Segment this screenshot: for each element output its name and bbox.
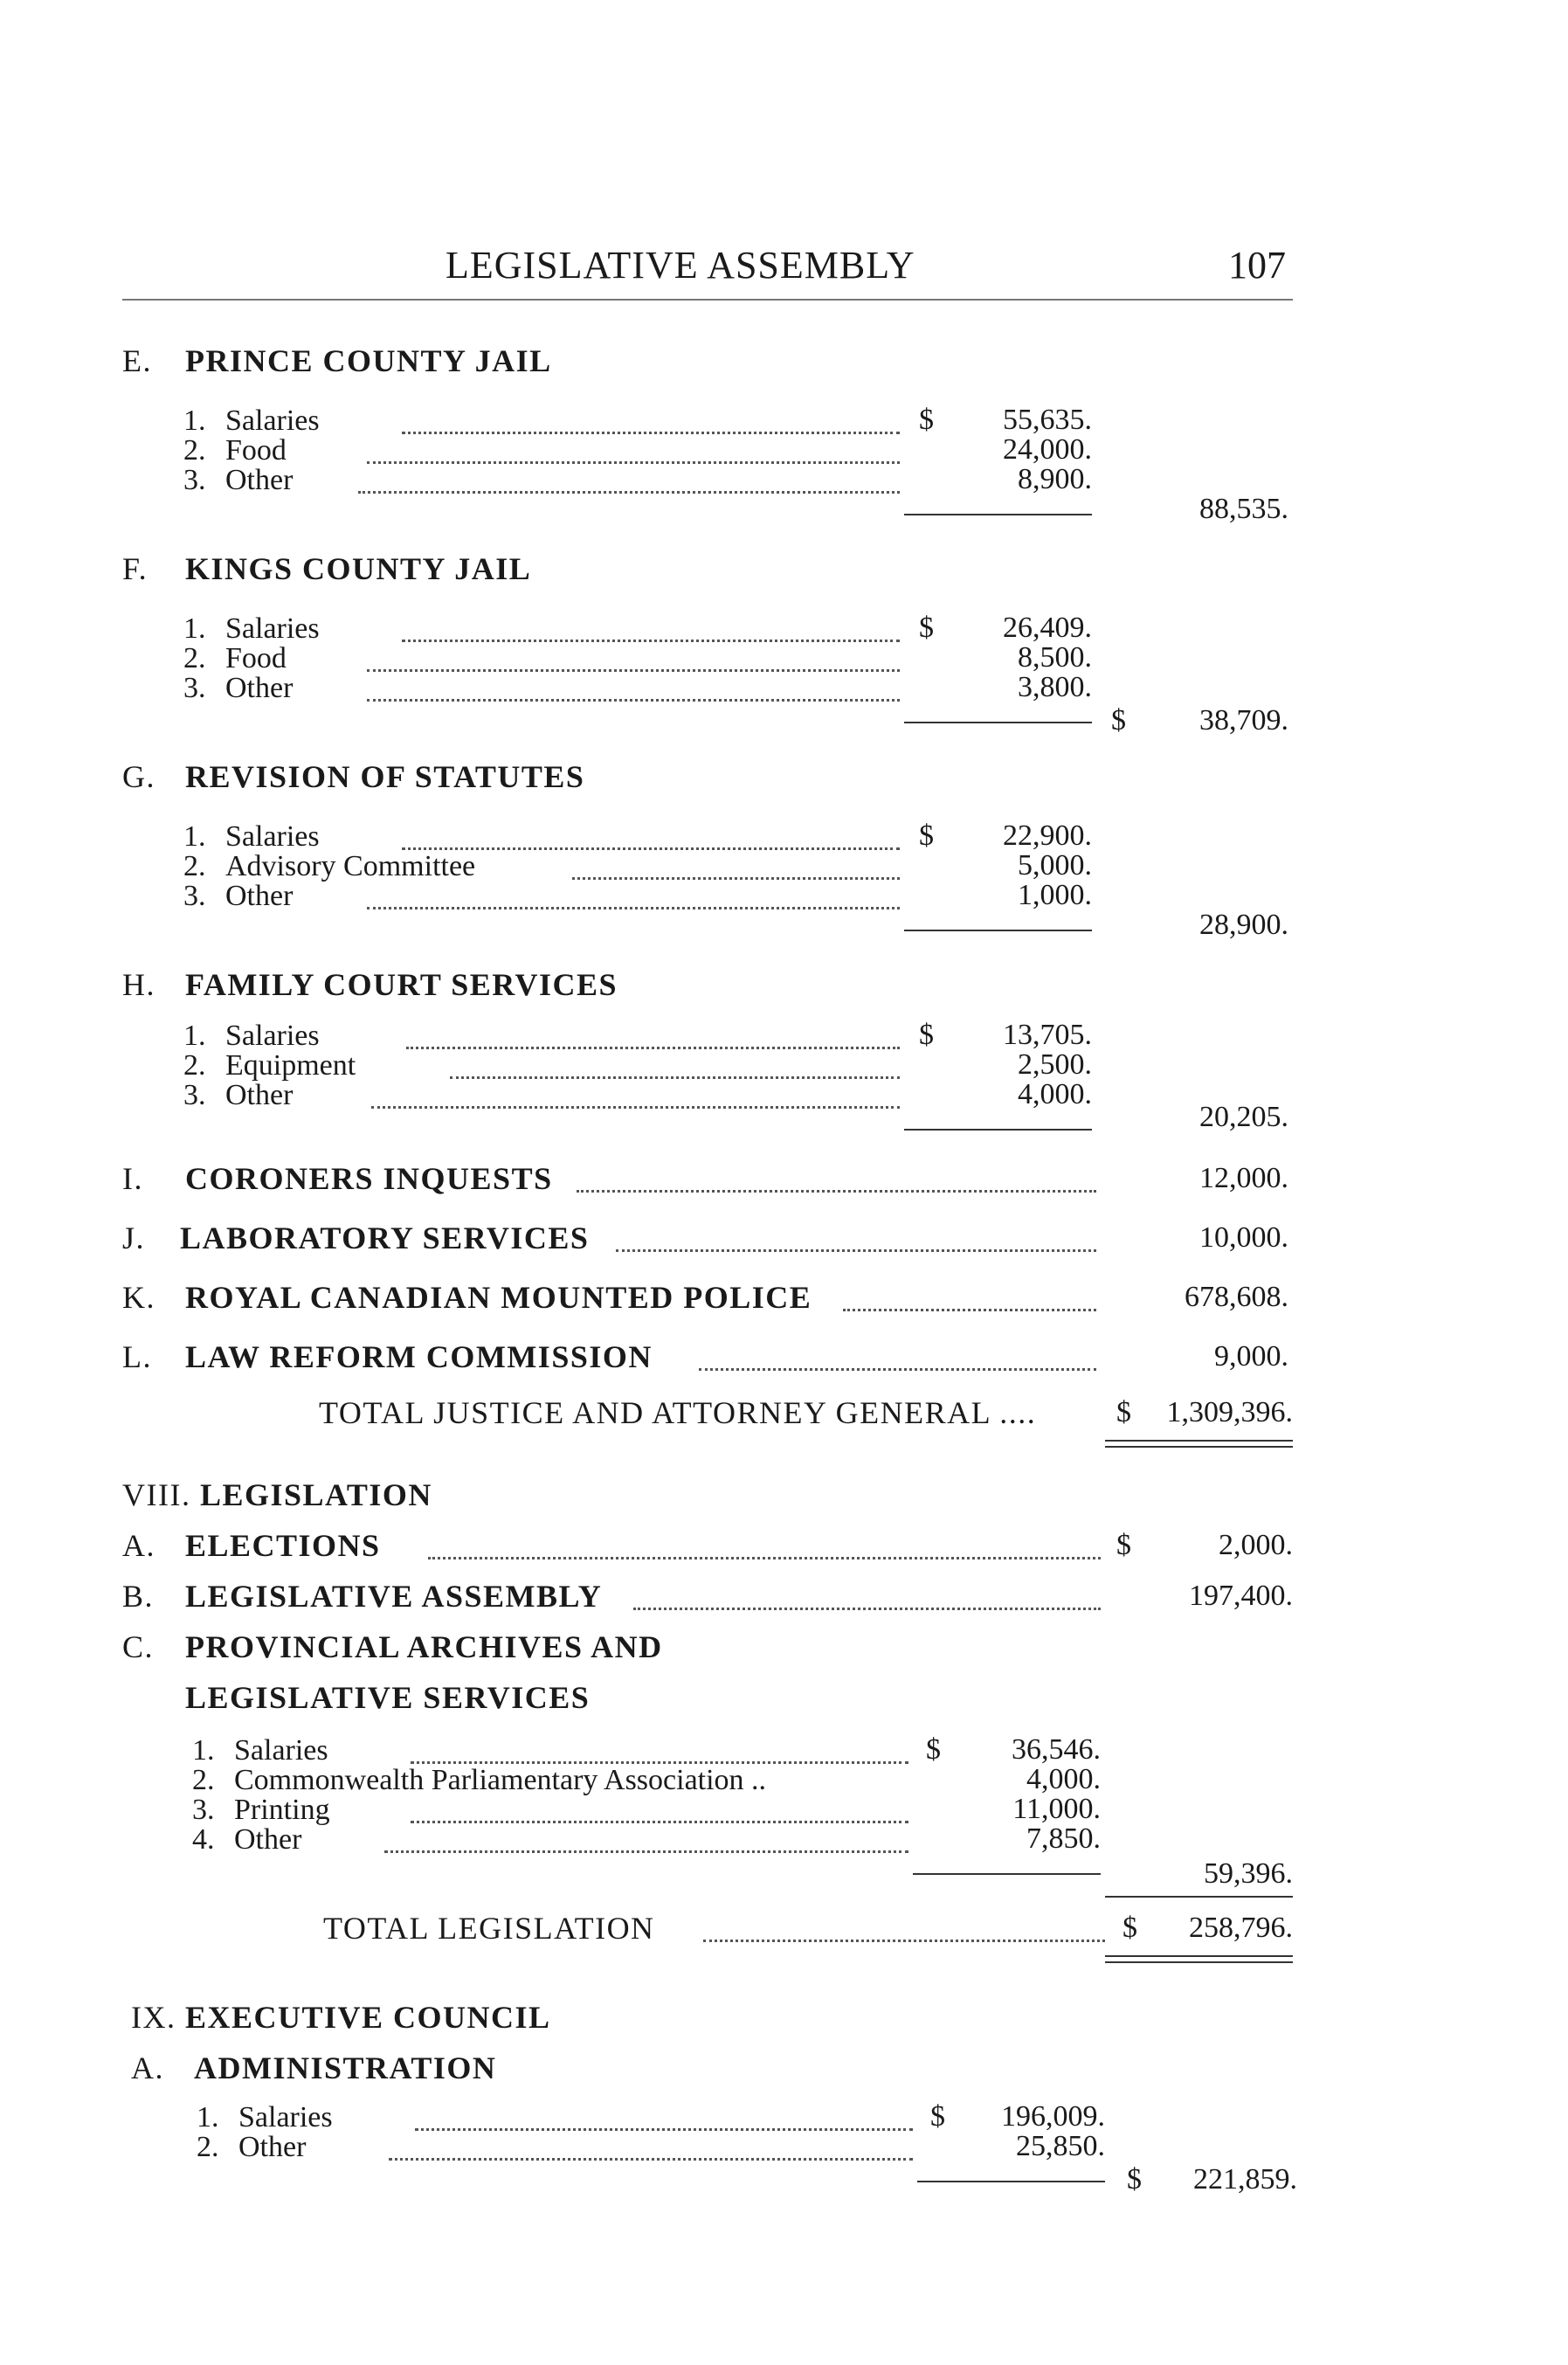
total-legislation-amount: 258,796. [1189, 1912, 1293, 1944]
part-title: LEGISLATION [199, 1477, 432, 1512]
leader-dots [450, 1076, 900, 1079]
section-title: FAMILY COURT SERVICES [185, 967, 618, 1002]
section-total: 38,709. [1199, 704, 1288, 736]
item-amount: 11,000. [1012, 1793, 1101, 1825]
line-item [183, 1078, 293, 1113]
item-number: 3. [183, 880, 206, 912]
leader-dots [406, 1047, 900, 1049]
item-amount: 55,635. [1003, 404, 1092, 436]
section-letter: G. [122, 759, 155, 794]
item-label: Other [225, 1079, 294, 1111]
item-label: Printing [234, 1794, 330, 1826]
section-letter: I. [122, 1161, 143, 1196]
section-heading-e [122, 342, 552, 379]
item-label: Other [238, 2131, 307, 2163]
line-item [183, 671, 293, 706]
section-letter: J. [122, 1221, 146, 1255]
item-amount: 3,800. [1018, 671, 1092, 703]
section-letter: C. [122, 1629, 155, 1664]
leader-dots [367, 907, 900, 909]
item-number: 2. [183, 850, 206, 882]
section-total: 20,205. [1199, 1101, 1288, 1133]
item-number: 1. [183, 820, 206, 853]
item-label: Other [225, 880, 294, 912]
item-number: 2. [183, 434, 206, 467]
item-label: Salaries [234, 1734, 328, 1767]
section-total: 12,000. [1199, 1162, 1288, 1194]
dollar-sign: $ [1116, 1529, 1131, 1561]
section-total: 197,400. [1189, 1580, 1293, 1612]
leader-dots [843, 1309, 1096, 1311]
leader-dots [411, 1821, 908, 1823]
section-heading-legislative-assembly [122, 1578, 602, 1615]
item-amount: 26,409. [1003, 612, 1092, 644]
section-total: 28,900. [1199, 909, 1288, 941]
dollar-sign: $ [1122, 1912, 1137, 1944]
section-title: LAW REFORM COMMISSION [185, 1339, 653, 1374]
item-amount: 4,000. [1018, 1078, 1092, 1110]
leader-dots [389, 2158, 913, 2161]
item-label: Other [225, 672, 294, 704]
section-title: ADMINISTRATION [194, 2050, 497, 2085]
item-label: Salaries [225, 820, 320, 853]
leader-dots [633, 1608, 1101, 1610]
item-amount: 2,500. [1018, 1048, 1092, 1081]
item-label: Other [234, 1823, 302, 1856]
section-heading-f [122, 550, 531, 587]
section-heading-h [122, 966, 618, 1003]
header-title: LEGISLATIVE ASSEMBLY [446, 244, 915, 287]
item-label: Salaries [225, 1020, 320, 1052]
subtotal-rule [904, 930, 1092, 931]
item-amount: 196,009. [1001, 2100, 1105, 2133]
part-title: EXECUTIVE COUNCIL [185, 2000, 551, 2035]
section-title: ELECTIONS [185, 1528, 381, 1563]
section-total: 221,859. [1193, 2163, 1297, 2196]
dollar-sign: $ [919, 819, 934, 852]
section-heading-archives [122, 1629, 663, 1665]
item-amount: 8,900. [1018, 463, 1092, 495]
line-item [183, 463, 293, 498]
item-label: Commonwealth Parliamentary Association .. [234, 1764, 767, 1796]
item-number: 2. [197, 2131, 219, 2163]
part-heading-legislation [122, 1476, 432, 1513]
leader-dots [402, 432, 900, 434]
leader-dots [367, 461, 900, 464]
item-number: 1. [192, 1734, 215, 1767]
leader-dots [572, 877, 900, 880]
part-number: IX. [131, 2000, 176, 2035]
leader-dots [367, 699, 900, 702]
total-legislation-label: TOTAL LEGISLATION [323, 1911, 655, 1946]
section-letter: K. [122, 1280, 155, 1315]
section-letter: A. [122, 1528, 155, 1563]
subtotal-rule [904, 722, 1092, 723]
item-number: 3. [192, 1794, 215, 1826]
subtotal-rule [913, 1873, 1101, 1875]
section-letter: A. [131, 2050, 164, 2085]
leader-dots [367, 669, 900, 672]
section-title: LEGISLATIVE ASSEMBLY [185, 1579, 603, 1614]
section-heading-elections [122, 1527, 381, 1564]
dollar-sign: $ [919, 404, 934, 436]
leader-dots [402, 640, 900, 642]
line-item [183, 879, 293, 914]
total-justice-amount: 1,309,396. [1166, 1396, 1293, 1428]
section-title: REVISION OF STATUTES [185, 759, 585, 794]
item-number: 4. [192, 1823, 215, 1856]
item-amount: 1,000. [1018, 879, 1092, 911]
item-amount: 13,705. [1003, 1019, 1092, 1051]
item-amount: 25,850. [1016, 2130, 1105, 2162]
item-number: 1. [183, 405, 206, 437]
header-rule [122, 299, 1293, 301]
dollar-sign: $ [926, 1733, 941, 1766]
section-title: LABORATORY SERVICES [180, 1221, 590, 1255]
item-number: 2. [183, 642, 206, 674]
item-amount: 4,000. [1026, 1763, 1101, 1795]
line-item [192, 1822, 301, 1857]
section-title: CORONERS INQUESTS [185, 1161, 553, 1196]
leader-dots [402, 847, 900, 850]
item-label: Salaries [225, 612, 320, 645]
dollar-sign: $ [919, 1019, 934, 1051]
item-label: Other [225, 464, 294, 496]
double-rule [1105, 1440, 1293, 1448]
item-amount: 22,900. [1003, 819, 1092, 852]
subtotal-rule [904, 514, 1092, 515]
section-title-line2: LEGISLATIVE SERVICES [185, 1680, 591, 1715]
item-number: 3. [183, 672, 206, 704]
item-number: 1. [183, 1020, 206, 1052]
item-number: 3. [183, 1079, 206, 1111]
section-total: 2,000. [1219, 1529, 1293, 1561]
item-amount: 24,000. [1003, 433, 1092, 466]
dollar-sign: $ [1127, 2163, 1142, 2196]
page-header [122, 236, 1293, 297]
dollar-sign: $ [1111, 704, 1126, 736]
section-heading-administration [131, 2050, 496, 2086]
line-item [197, 2130, 306, 2165]
item-label: Food [225, 642, 287, 674]
leader-dots [384, 1850, 908, 1853]
item-number: 1. [183, 612, 206, 645]
total-rule [1105, 1896, 1293, 1898]
double-rule [1105, 1955, 1293, 1963]
item-number: 1. [197, 2101, 219, 2133]
section-letter: L. [122, 1339, 152, 1374]
item-label: Salaries [238, 2101, 333, 2133]
section-heading-j [122, 1220, 589, 1256]
page-number: 107 [1228, 244, 1286, 287]
dollar-sign: $ [919, 612, 934, 644]
leader-dots [577, 1190, 1096, 1193]
section-letter: B. [122, 1579, 155, 1614]
section-letter: H. [122, 967, 155, 1002]
leader-dots [616, 1249, 1096, 1252]
section-title: ROYAL CANADIAN MOUNTED POLICE [185, 1280, 812, 1315]
subtotal-rule [917, 2181, 1105, 2182]
leader-dots [703, 1940, 1105, 1942]
leader-dots [415, 2128, 913, 2131]
item-label: Advisory Committee [225, 850, 476, 882]
section-total: 10,000. [1199, 1221, 1288, 1254]
leader-dots [358, 491, 900, 494]
section-heading-k [122, 1279, 812, 1316]
item-label: Food [225, 434, 287, 467]
section-heading-i [122, 1160, 553, 1197]
item-label: Equipment [225, 1049, 356, 1082]
section-letter: E. [122, 343, 152, 378]
section-total: 59,396. [1204, 1857, 1293, 1890]
leader-dots [428, 1557, 1101, 1559]
section-title: KINGS COUNTY JAIL [185, 551, 532, 586]
item-amount: 5,000. [1018, 849, 1092, 882]
item-number: 2. [192, 1764, 215, 1796]
dollar-sign: $ [1116, 1396, 1131, 1428]
section-total: 678,608. [1185, 1281, 1288, 1313]
section-letter: F. [122, 551, 149, 586]
item-amount: 36,546. [1012, 1733, 1101, 1766]
dollar-sign: $ [930, 2100, 945, 2133]
item-amount: 8,500. [1018, 641, 1092, 674]
part-heading-executive [131, 1999, 551, 2036]
part-number: VIII. [122, 1477, 191, 1512]
total-justice-label: TOTAL JUSTICE AND ATTORNEY GENERAL .... [319, 1395, 1037, 1430]
item-amount: 7,850. [1026, 1822, 1101, 1855]
item-label: Salaries [225, 405, 320, 437]
section-title-line1: PROVINCIAL ARCHIVES AND [185, 1629, 663, 1664]
subtotal-rule [904, 1129, 1092, 1131]
section-title: PRINCE COUNTY JAIL [185, 343, 552, 378]
leader-dots [699, 1368, 1096, 1371]
item-number: 3. [183, 464, 206, 496]
leader-dots [371, 1106, 900, 1109]
item-number: 2. [183, 1049, 206, 1082]
section-heading-g [122, 758, 584, 795]
section-total: 88,535. [1199, 493, 1288, 525]
section-total: 9,000. [1214, 1340, 1288, 1373]
section-heading-l [122, 1338, 653, 1375]
